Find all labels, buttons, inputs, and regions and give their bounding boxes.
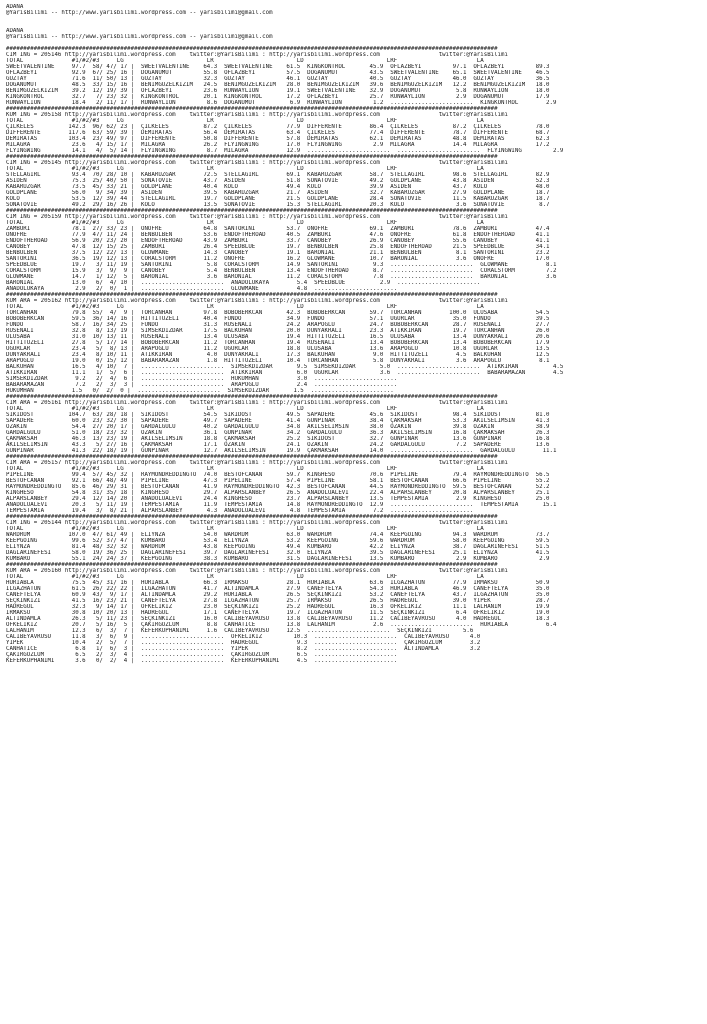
text-line: KOLO 53.5 12/ 39/ 44 | STELLAGIRL 19.7 GOLDPLANE 21.5 GOLDPLANE 28.4 SONATOVIE 11.5 KABARÜZGAR 18.7 <box>6 196 550 202</box>
text-line: ÖFKELIKIZ 20.7 5/ 16/ 5 | ÇAKIRGÖZLÜM 8.8 CANHATICE 13.8 LALHANIM 2.6 ........................ HURIABLA 6.4 <box>6 622 557 628</box>
text-line: CIM ING = 205145 http://yarisbilimi.wordpress.com twitter:@YarisBilimi : http://yarisbilimi.wordpress.com twitter:@YarisBilimi <box>6 160 508 166</box>
text-line: TEMPESTAMIA 19.4 3/ 8/ 21 | ALPARSLANBEY 4.3 ANADOLUALEVI 4.8 TEMPESTAMIA 7.2 ........................ <box>6 508 474 514</box>
text-line: SANTORINI 36.5 19/ 12/ 13 | CORALSTORM 11.2 ONOFRE 16.2 GLOWMANE 10.7 BARONIAL 3.6 ONOFRE 17.0 <box>6 256 550 262</box>
text-line: BOBOBERKCAN 59.5 36/ 14/ 16 | HITTITÜZELI 40.4 FUNDO 34.9 FUNDO 57.1 UGURLAR 35.0 FUNDO 39.5 <box>6 316 550 322</box>
text-line: TOTAL #1/#2/#3 LG LR LD LRF LA <box>6 304 484 310</box>
text-line: DAGLARINEFESI 58.0 19/ 36/ 25 | DAGLARINEFESI 39.7 DAGLARINEFESI 32.0 ELIYNZA 39.5 DAGLARINEFESI 25.1 ELIYNZA 41.5 <box>6 550 550 556</box>
text-line: ALTINDAMLA 26.3 5/ 11/ 23 | SEÇKINKIZI 16.0 CALIBEYAVRUSU 13.8 CALIBEYAVRUSU 11.2 CALIBEYAVRUSU 4.0 HADREGÜL 18.3 <box>6 616 550 622</box>
text-line: TOTAL #1/#2/#3 LG LR LD LRF LA <box>6 166 484 172</box>
text-line: FLYINGWING 14.1 4/ 5/ 14 | FLYINGWING 8.7 MILAGRA 12.9 ........................ ........................ FLYINGWING 2.9 <box>6 148 564 154</box>
text-line: RUNWAYLION 18.4 2/ 11/ 17 | RUNWAYLION 8.6 DOGANUMUT 6.9 RUNWAYLION 1.2 ........................ KINGKONTROL 2.9 <box>6 100 557 106</box>
text-line: CANOBEY 47.8 12/ 15/ 25 | ZAMBURI 26.4 SPEEDBLUE 19.7 BENBULBEN 25.8 ENDOFTHEROAD 21.5 SPEEDBLUE 34.1 <box>6 244 550 250</box>
text-line: ENDOFTHEROAD 56.9 20/ 23/ 20 | ENDOFTHEROAD 43.9 ZAMBURI 33.7 CANOBEY 26.9 CANOBEY 55.6 CANOBEY 41.1 <box>6 238 550 244</box>
text-line: ANADOLUKAYA 2.9 2/ 0/ 1 | ........................ GLOWMANE 4.8 ........................ <box>6 286 398 292</box>
text-line: GÜZTAY 71.6 11/ 50/ 13 | GÜZTAY 32.3 GÜZTAY 46.1 GÜZTAY 40.5 GÜZTAY 46.0 GÜZTAY 36.5 <box>6 76 550 82</box>
text-line: SPEEDBLUE 19.7 3/ 11/ 19 | SANTORINI 5.8 CORALSTORM 14.9 SANTORINI 9.3 ........................ GLOWMANE 8.1 <box>6 262 557 268</box>
text-line: BALKUHAN 16.5 4/ 10/ 7 | ........................ SIMSEKDIZDAR 9.5 SIMSEKDIZDAR 5.0 ........................ ATIKKIRAN 4.5 <box>6 364 564 370</box>
text-line: CIM ARA = 205161 http://yarisbilimi.wordpress.com twitter:@YarisBilimi : http://yarisbilimi.wordpress.com twitter:@YarisBilimi <box>6 400 508 406</box>
text-line: SAPADERE 60.0 23/ 32/ 30 | SAPADERE 49.7 SAPADERE 41.4 GÜNPINAR 38.4 ÇAKMAKSAH 53.3 AKILSELIMSIN 41.3 <box>6 418 550 424</box>
text-line: STELLAGIRL 93.4 70/ 28/ 10 | KABARÜZGAR 72.5 STELLAGIRL 69.1 KABARÜZGAR 58.7 STELLAGIRL 98.6 STELLAGIRL 82.9 <box>6 172 550 178</box>
text-line: PIPELINE 99.4 57/ 45/ 32 | RAYMONDREDDINGTO 74.0 BESTOFCANAN 59.7 KINGHESO 70.6 PIPELINE 79.4 RAYMONDREDDINGTO 56.5 <box>6 472 550 478</box>
text-line: ÖZAKIN 54.4 27/ 20/ 17 | GARDALGÜLÜ 40.2 GARDALGÜLÜ 34.8 AKILSELIMSIN 38.0 ÖZAKIN 39.8 ÖZAKIN 38.9 <box>6 424 550 430</box>
text-line: HÜKÜMHAN 1.5 0/ 2/ 0 | ........................ SIMSEKDIZDAR 1.5 ........................ <box>6 388 394 394</box>
text-line: RAYMONDREDDINGTO 85.6 46/ 29/ 31 | BESTOFCANAN 41.9 RAYMONDREDDINGTO 42.3 BESTOFCANAN 44.5 RAYMONDREDDINGTO 59.5 BESTOFCANAN 52.2 <box>6 484 550 490</box>
text-line: ############################################################################################################################################## <box>6 208 498 214</box>
text-line: ONOFRE 77.9 47/ 11/ 24 | BENBULBEN 53.6 ENDOFTHEROAD 40.5 ZAMBURI 47.6 ONOFRE 61.8 ENDOFTHEROAD 41.1 <box>6 232 550 238</box>
text-line: TOTAL #1/#2/#3 LG LR LD LRF LA <box>6 466 484 472</box>
text-line: TOTAL #1/#2/#3 LG LR LD LRF LA <box>6 118 484 124</box>
text-line: KUMBARO 55.1 24/ 24/ 37 | KEEPGOING 38.3 KUMBARO 31.5 DAGLARINEFESI 13.5 KUMBARO 2.9 KUMBARO 2.9 <box>6 556 550 562</box>
text-line: TOTAL #1/#2/#3 LG LR LD LRF LA <box>6 220 484 226</box>
text-line: ADANA <box>6 28 24 34</box>
text-line: KUM ARA = 205160 http://yarisbilimi.wordpress.com twitter:@YarisBilimi : http://yarisbilimi.wordpress.com twitter:@YarisBilimi <box>6 568 508 574</box>
text-line: GÜNPINAR 41.3 22/ 18/ 19 | GÜNPINAR 12.7 AKILSELIMSIN 19.9 ÇAKMAKSAH 14.0 ........................ GARDALGÜLÜ 11.1 <box>6 448 557 454</box>
text-line: CANHATICE 6.8 1/ 6/ 3 | ........................ YIPEK 8.2 ........................ ALTINDAMLA 3.2 <box>6 646 481 652</box>
text-line: ARAPOGLU 19.0 0/ 15/ 12 | BABARAMAZAN 1.8 HITTITÜZELI 10.4 TORCANHAN 5.8 DÜNYAKRALI 3.6 ARAPOGLU 8.1 <box>6 358 550 364</box>
text-line: IRMAKSU 30.8 10/ 20/ 13 | HADREGÜL 17.1 CANEFTELYA 19.7 ILGAZHATUN 11.5 SEÇKINKIZI 6.4 ÖFKELIKIZ 19.0 <box>6 610 550 616</box>
text-line: CALIBEYAVRUSU 11.8 3/ 6/ 9 | ........................ ÖFKELIKIZ 10.3 ........................ CALIBEYAVRUSU 4.0 <box>6 634 481 640</box>
text-line: KEFERKUPHANIMI 3.6 0/ 2/ 4 | ........................ KEFERKUPHANIMI 4.5 ........................ <box>6 658 398 664</box>
text-line: ADANA <box>6 4 24 10</box>
text-line: ANADOLUALEVI 20.3 5/ 11/ 19 | TEMPESTAMIA 11.9 TEMPESTAMIA 14.8 RAYMONDREDDINGTO 12.9 ........................ TEMPESTAMIA 15.1 <box>6 502 557 508</box>
text-line: ############################################################################################################################################## <box>6 562 498 568</box>
text-line: DOGANUMUT 48.5 33/ 15/ 16 | BENIMGÜZELKIZIM 24.5 BENIMGÜZELKIZIM 28.0 BENIMGÜZELKIZIM 39.6 BENIMGÜZELKIZIM 12.2 BENIMGÜZELKIZIM 18.0 <box>6 82 550 88</box>
text-line: ############################################################################################################################################## <box>6 454 498 460</box>
text-line: BARONIAL 13.0 6/ 4/ 10 | ........................ ANADOLUKAYA 5.4 SPEEDBLUE 2.9 ........................ <box>6 280 481 286</box>
text-line: @YarisBilimi -- http://www.yarisbilimi.wordpress.com -- yarisbilimi@gmail.com <box>6 10 273 16</box>
text-line: ILGAZHATUN 61.5 26/ 22/ 22 | ILGAZHATUN 41.7 ALTINDAMLA 27.9 CANEFTELYA 54.3 HURIABLA 46.9 CANEFTELYA 35.0 <box>6 586 550 592</box>
text-line: ############################################################################################################################################## <box>6 292 498 298</box>
text-line: ULUSABA 31.0 10/ 13/ 11 | RUSENALI 13.4 ULUSABA 19.4 HITTITÜZELI 16.5 ULUSABA 13.4 DÜNYAKRALI 20.6 <box>6 334 550 340</box>
text-line: KUM ARA = 205162 http://yarisbilimi.wordpress.com twitter:@YarisBilimi : http://yarisbilimi.wordpress.com twitter:@YarisBilimi <box>6 298 508 304</box>
text-line: BENBULBEN 37.5 12/ 22/ 13 | GLOWMANE 14.3 CANOBEY 19.1 BARONIAL 21.1 BENBULBEN 8.1 SANTORINI 23.2 <box>6 250 550 256</box>
text-line: DIFFERENTE 117.6 63/ 59/ 39 | DEMIRATAS 56.4 DEMIRATAS 63.4 ÇILKELES 77.4 DIFFERENTE 78.7 DIFFERENTE 68.7 <box>6 130 550 136</box>
text-line: TOTAL #1/#2/#3 LG LR LD LRF LA <box>6 574 484 580</box>
text-line: DÜNYAKRALI 23.4 8/ 10/ 11 | ATIKKIRAN 4.0 DÜNYAKRALI 17.3 BALKUHAN 9.0 HITTITÜZELI 4.5 BALKUHAN 12.5 <box>6 352 550 358</box>
text-line: CIM ING = 205144 http://yarisbilimi.wordpress.com twitter:@YarisBilimi : http://yarisbilimi.wordpress.com twitter:@YarisBilimi <box>6 520 508 526</box>
text-line: WARDRUM 107.0 47/ 61/ 49 | ELIYNZA 54.0 WARDRUM 63.0 WARDRUM 74.4 KEEPGOING 94.3 WARDRUM 73.7 <box>6 532 550 538</box>
text-line: HITTITÜZELI 27.8 5/ 17/ 14 | BOBOBERKCAN 11.2 TORCANHAN 19.4 RUSENALI 13.4 BOBOBERKCAN 13.4 BOBOBERKCAN 17.9 <box>6 340 550 346</box>
text-line: TOTAL #1/#2/#3 LG LR LD LRF LA <box>6 58 484 64</box>
text-line: BESTOFCANAN 92.1 66/ 48/ 49 | PIPELINE 47.3 PIPELINE 57.4 PIPELINE 58.1 BESTOFCANAN 66.6 PIPELINE 55.2 <box>6 478 550 484</box>
text-line: ZAMBURI 78.1 27/ 33/ 23 | ONOFRE 64.8 SANTORINI 53.7 ONOFRE 69.1 ZAMBURI 78.6 ZAMBURI 47.4 <box>6 226 550 232</box>
text-line: UGURLAR 23.4 5/ 8/ 13 | ARAPOGLU 11.2 UGURLAR 18.8 ULUSABA 13.6 ARAPOGLU 10.8 UGURLAR 13.5 <box>6 346 550 352</box>
text-line: ############################################################################################################################################## <box>6 106 498 112</box>
text-line: HADREGÜL 32.3 9/ 14/ 17 | ÖFKELIKIZ 23.0 SEÇKINKIZI 25.2 HADREGÜL 16.3 ÖFKELIKIZ 11.1 LALHANIM 19.9 <box>6 604 550 610</box>
text-line: ASIDEN 75.3 25/ 40/ 50 | SONATOVIE 43.7 ASIDEN 51.8 SONATOVIE 49.2 GOLDPLANE 43.8 ASIDEN 52.3 <box>6 178 550 184</box>
text-line: ############################################################################################################################################## <box>6 514 498 520</box>
text-line: CIM ING = 205159 http://yarisbilimi.wordpress.com twitter:@YarisBilimi : http://yarisbilimi.wordpress.com twitter:@YarisBilimi <box>6 214 508 220</box>
text-line: BENIMGÜZELKIZIM 39.2 12/ 19/ 39 | OFLAZBEYI 23.6 RUNWAYLION 19.1 SWEETVALENTINE 32.9 DOGANUMUT 5.8 RUNWAYLION 18.0 <box>6 88 550 94</box>
text-line: ############################################################################################################################################## <box>6 46 498 52</box>
text-line: KINGKONTROL 32.7 7/ 23/ 32 | KINGKONTROL 20.1 KINGKONTROL 17.2 OFLAZBEYI 25.7 RUNWAYLION 2.9 DOGANUMUT 17.9 <box>6 94 550 100</box>
text-line: KABARÜZGAR 73.5 45/ 33/ 21 | GOLDPLANE 40.4 KOLO 49.4 KOLO 39.9 ASIDEN 43.7 KOLO 48.0 <box>6 184 550 190</box>
text-line: ATIKKIRAN 11.1 1/ 5/ 6 | ........................ ATIKKIRAN 6.0 UGURLAR 3.6 ........................ BABARAMAZAN 4.5 <box>6 370 564 376</box>
text-line: ÇAKMAKSAH 46.3 13/ 23/ 19 | AKILSELIMSIN 18.8 ÇAKMAKSAH 25.2 SIKIDOST 32.7 GÜNPINAR 13.6 GÜNPINAR 16.8 <box>6 436 550 442</box>
text-line: YIPEK 10.4 2/ 5/ 7 | ........................ HADREGÜL 9.3 ........................ ÇAKIRGÖZLÜM 3.2 <box>6 640 481 646</box>
text-line: CORALSTORM 15.9 3/ 9/ 9 | CANOBEY 5.4 BENBULBEN 13.4 ENDOFTHEROAD 8.7 ........................ CORALSTORM 7.2 <box>6 268 557 274</box>
text-line: SONATOVIE 49.2 29/ 16/ 26 | KOLO 13.5 SONATOVIE 15.3 STELLAGIRL 20.3 KOLO 3.6 SONATOVIE 8.7 <box>6 202 550 208</box>
text-line: GARDALGÜLÜ 51.0 18/ 23/ 32 | ÖZAKIN 36.1 GÜNPINAR 34.2 GARDALGÜLÜ 36.3 AKILSELIMSIN 16.8 ÇAKMAKSAH 26.3 <box>6 430 550 436</box>
text-line: @YarisBilimi -- http://www.yarisbilimi.wordpress.com -- yarisbilimi@gmail.com <box>6 34 273 40</box>
text-line: KEEPGOING 99.6 52/ 37/ 47 | KUMBARO 53.4 ELIYNZA 53.2 KEEPGOING 59.6 WARDRUM 58.0 KEEPGOING 59.5 <box>6 538 550 544</box>
text-line: SEÇKINKIZI 41.5 16/ 23/ 21 | CANEFTELYA 27.8 ILGAZHATUN 25.7 IRMAKSU 26.5 HADREGÜL 39.0 YIPEK 28.7 <box>6 598 550 604</box>
text-line: GLOWMANE 14.7 1/ 12/ 5 | BARONIAL 3.6 BARONIAL 11.2 CORALSTORM 7.8 ........................ BARONIAL 3.6 <box>6 274 557 280</box>
text-line: CANEFTELYA 60.9 43/ 9/ 17 | ALTINDAMLA 29.2 HURIABLA 26.5 SEÇKINKIZI 53.2 CANEFTELYA 43.7 ILGAZHATUN 35.0 <box>6 592 550 598</box>
text-line: KUM ING = 205158 http://yarisbilimi.wordpress.com twitter:@YarisBilimi : http://yarisbilimi.wordpress.com twitter:@YarisBilimi <box>6 112 508 118</box>
text-line: TORCANHAN 79.8 55/ 4/ 9 | TORCANHAN 97.8 BOBOBERKCAN 42.3 BOBOBERKCAN 59.7 TORCANHAN 100.0 ULUSABA 54.5 <box>6 310 550 316</box>
text-line: ÇILKELES 142.3 96/ 62/ 23 | ÇILKELES 87.2 ÇILKELES 77.9 DIFFERENTE 86.4 ÇILKELES 87.2 ÇILKELES 78.0 <box>6 124 550 130</box>
text-line: ÇAKIRGÖZLÜM 6.5 2/ 3/ 4 | ........................ ÇAKIRGÖZLÜM 6.5 ........................ <box>6 652 398 658</box>
text-line: SWEETVALENTINE 97.7 58/ 47/ 17 | SWEETVALENTINE 64.3 SWEETVALENTINE 61.5 KINGKONTROL 45.9 OFLAZBEYI 97.1 OFLAZBEYI 89.3 <box>6 64 550 70</box>
text-line: FUNDO 58.7 16/ 34/ 25 | FUNDO 31.3 RUSENALI 24.2 ARAPOGLU 24.7 BOBOBERKCAN 28.7 RUSENALI 27.7 <box>6 322 550 328</box>
text-line: ALPARSLANBEY 29.4 12/ 14/ 20 | ANADOLUALEVI 24.4 KINGHESO 23.7 ALPARSLANBEY 13.5 TEMPESTAMIA 2.9 KINGHESO 25.0 <box>6 496 550 502</box>
text-line: TOTAL #1/#2/#3 LG LR LD LRF LA <box>6 406 484 412</box>
text-line: SIKIDOST 104.7 63/ 28/ 18 | SIKIDOST 54.5 SIKIDOST 49.5 SAPADERE 45.6 SIKIDOST 98.4 SIKIDOST 81.0 <box>6 412 550 418</box>
text-line: GOLDPLANE 56.0 9/ 34/ 39 | ASIDEN 39.5 KABARÜZGAR 21.7 ASIDEN 32.7 KABARÜZGAR 27.9 GOLDPLANE 18.7 <box>6 190 550 196</box>
text-line: DEMIRATAS 103.4 23/ 49/ 97 | DIFFERENTE 50.8 DIFFERENTE 57.8 DEMIRATAS 62.1 DEMIRATAS 48.8 DEMIRATAS 62.3 <box>6 136 550 142</box>
text-line: OFLAZBEYI 92.9 67/ 25/ 16 | DOGANUMUT 55.8 OFLAZBEYI 57.5 DOGANUMUT 43.5 SWEETVALENTINE 65.1 SWEETVALENTINE 46.5 <box>6 70 550 76</box>
text-line: CIM ARA = 205157 http://yarisbilimi.wordpress.com twitter:@YarisBilimi : http://yarisbilimi.wordpress.com twitter:@YarisBilimi <box>6 460 508 466</box>
text-line: ############################################################################################################################################## <box>6 154 498 160</box>
text-line: BABARAMAZAN 7.2 2/ 3/ 3 | ........................ ARAPOGLU 2.4 ........................ <box>6 382 398 388</box>
text-line: CIM ING = 205146 http://yarisbilimi.wordpress.com twitter:@YarisBilimi : http://yarisbilimi.wordpress.com twitter:@YarisBilimi <box>6 52 508 58</box>
text-line: AKILSELIMSIN 43.3 5/ 27/ 16 | ÇAKMAKSAH 17.1 ÖZAKIN 24.1 ÖZAKIN 24.2 GARDALGÜLÜ 7.2 SAPADERE 13.6 <box>6 442 550 448</box>
text-line: TOTAL #1/#2/#3 LG LR LD LRF LA <box>6 526 484 532</box>
text-line: MILAGRA 23.6 4/ 15/ 17 | MILAGRA 26.2 FLYINGWING 17.0 FLYINGWING 2.9 MILAGRA 14.4 MILAGRA 17.2 <box>6 142 550 148</box>
text-line: ELIYNZA 81.4 48/ 32/ 32 | WARDRUM 43.8 KEEPGOING 49.4 KUMBARO 42.2 ELIYNZA 38.7 DAGLARINEFESI 51.5 <box>6 544 550 550</box>
text-line: LALHANIM 12.3 6/ 3/ 7 | KEFERKUPHANIMI 1.6 CALIBEYAVRUSU 12.5 ........................ SEÇKINKIZI 5.6 <box>6 628 474 634</box>
text-line: KINGHESO 54.8 31/ 35/ 18 | KINGHESO 29.7 ALPARSLANBEY 26.5 ANADOLUALEVI 22.4 ALPARSLANBEY 20.8 ALPARSLANBEY 25.1 <box>6 490 550 496</box>
text-line: SIMSEKDIZDAR 9.2 2/ 4/ 6 | ........................ HÜKÜMHAN 3.0 ........................ <box>6 376 398 382</box>
text-line: HURIABLA 75.5 45/ 31/ 16 | HURIABLA 66.3 IRMAKSU 28.1 HURIABLA 63.6 ILGAZHATUN 77.9 IRMAKSU 50.9 <box>6 580 550 586</box>
text-line: RUSENALI 32.8 8/ 13/ 19 | SIMSEKDIZDAR 17.5 BALKUHAN 20.0 DÜNYAKRALI 23.3 ATIKKIRAN 19.7 TORCANHAN 26.0 <box>6 328 550 334</box>
text-line: ############################################################################################################################################## <box>6 394 498 400</box>
